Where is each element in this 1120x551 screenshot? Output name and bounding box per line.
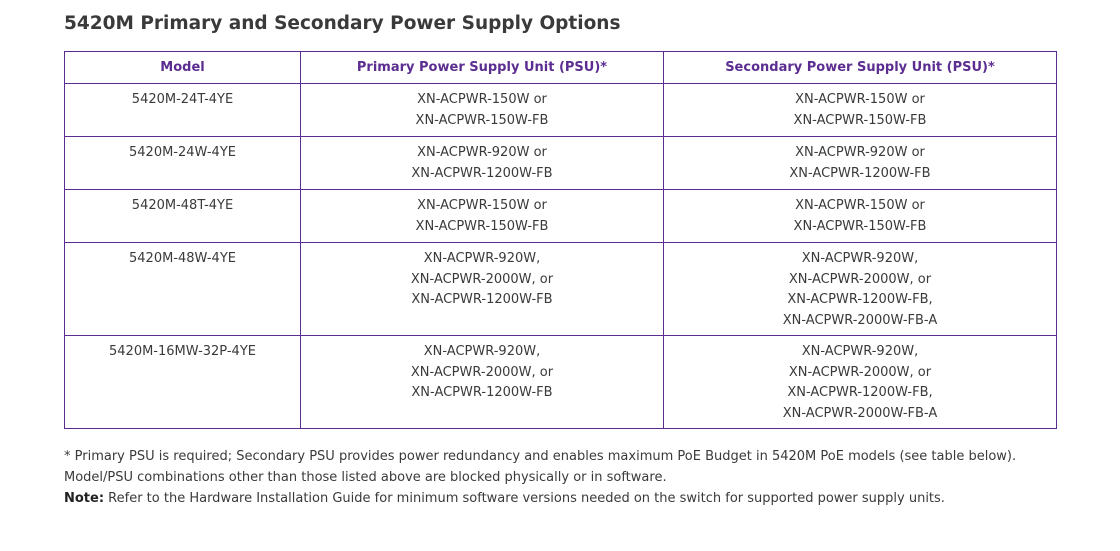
psu-option: XN-ACPWR-2000W, or <box>788 364 932 380</box>
psu-option: XN-ACPWR-150W or <box>417 92 547 107</box>
model-cell <box>65 243 301 336</box>
model-cell <box>65 137 301 190</box>
psu-option: XN-ACPWR-1200W-FB <box>411 165 553 181</box>
page-title: 5420M Primary and Secondary Power Supply Options <box>64 13 621 34</box>
psu-option: XN-ACPWR-920W or <box>795 145 925 160</box>
model-name: 5420M-24W-4YE <box>129 145 236 160</box>
psu-option: XN-ACPWR-920W, <box>801 251 919 266</box>
secondary-psu-cell <box>664 190 1057 243</box>
table-row <box>65 190 1057 243</box>
footnote-asterisk: * Primary PSU is required; Secondary PSU provides power redundancy and enables maximum PoE Budget in 5420M PoE models (see table below). <box>64 449 1017 464</box>
model-name: 5420M-24T-4YE <box>131 92 234 107</box>
table-row <box>65 84 1057 137</box>
table-row <box>65 243 1057 336</box>
psu-option: XN-ACPWR-150W-FB <box>415 112 549 128</box>
primary-psu-cell <box>301 336 664 429</box>
model-cell <box>65 336 301 429</box>
footnote-note <box>64 489 1104 510</box>
model-name: 5420M-48T-4YE <box>131 198 234 213</box>
psu-options-table <box>64 51 1057 429</box>
secondary-psu-cell <box>664 336 1057 429</box>
psu-option: XN-ACPWR-2000W-FB-A <box>782 312 938 328</box>
model-name: 5420M-16MW-32P-4YE <box>109 344 256 359</box>
primary-psu-cell <box>301 243 664 336</box>
psu-option: XN-ACPWR-150W-FB <box>415 218 549 234</box>
psu-option: XN-ACPWR-2000W, or <box>788 271 932 287</box>
psu-option: XN-ACPWR-1200W-FB <box>789 165 931 181</box>
psu-option: XN-ACPWR-150W or <box>795 198 925 213</box>
primary-psu-cell <box>301 190 664 243</box>
footnotes <box>64 447 1104 510</box>
psu-option: XN-ACPWR-150W-FB <box>793 218 927 234</box>
model-name: 5420M-48W-4YE <box>129 251 236 266</box>
header-secondary-psu: Secondary Power Supply Unit (PSU)* <box>664 52 1057 84</box>
psu-option: XN-ACPWR-2000W-FB-A <box>782 405 938 421</box>
secondary-psu-cell <box>664 243 1057 336</box>
footnote-combinations: Model/PSU combinations other than those listed above are blocked physically or in software. <box>64 469 667 485</box>
primary-psu-cell <box>301 84 664 137</box>
psu-option: XN-ACPWR-150W or <box>417 198 547 213</box>
primary-psu-cell <box>301 137 664 190</box>
header-primary-psu: Primary Power Supply Unit (PSU)* <box>301 52 664 84</box>
psu-option: XN-ACPWR-1200W-FB <box>411 292 553 307</box>
psu-option: XN-ACPWR-150W-FB <box>793 112 927 128</box>
model-cell <box>65 84 301 137</box>
psu-option: XN-ACPWR-2000W, or <box>410 271 554 287</box>
table-row <box>65 137 1057 190</box>
psu-option: XN-ACPWR-920W, <box>801 344 919 359</box>
psu-option: XN-ACPWR-920W or <box>417 145 547 160</box>
psu-option: XN-ACPWR-1200W-FB <box>411 385 553 400</box>
psu-option: XN-ACPWR-1200W-FB, <box>787 385 933 400</box>
psu-option: XN-ACPWR-2000W, or <box>410 364 554 380</box>
header-model: Model <box>65 52 301 84</box>
note-label: Note: <box>64 491 105 506</box>
secondary-psu-cell <box>664 137 1057 190</box>
psu-option: XN-ACPWR-150W or <box>795 92 925 107</box>
model-cell <box>65 190 301 243</box>
secondary-psu-cell <box>664 84 1057 137</box>
psu-option: XN-ACPWR-1200W-FB, <box>787 292 933 307</box>
psu-option: XN-ACPWR-920W, <box>423 251 541 266</box>
table-row <box>65 336 1057 429</box>
table-header-row <box>65 52 1057 84</box>
note-text: Refer to the Hardware Installation Guide for minimum software versions needed on the switch for supported power supply units. <box>104 491 945 506</box>
psu-option: XN-ACPWR-920W, <box>423 344 541 359</box>
